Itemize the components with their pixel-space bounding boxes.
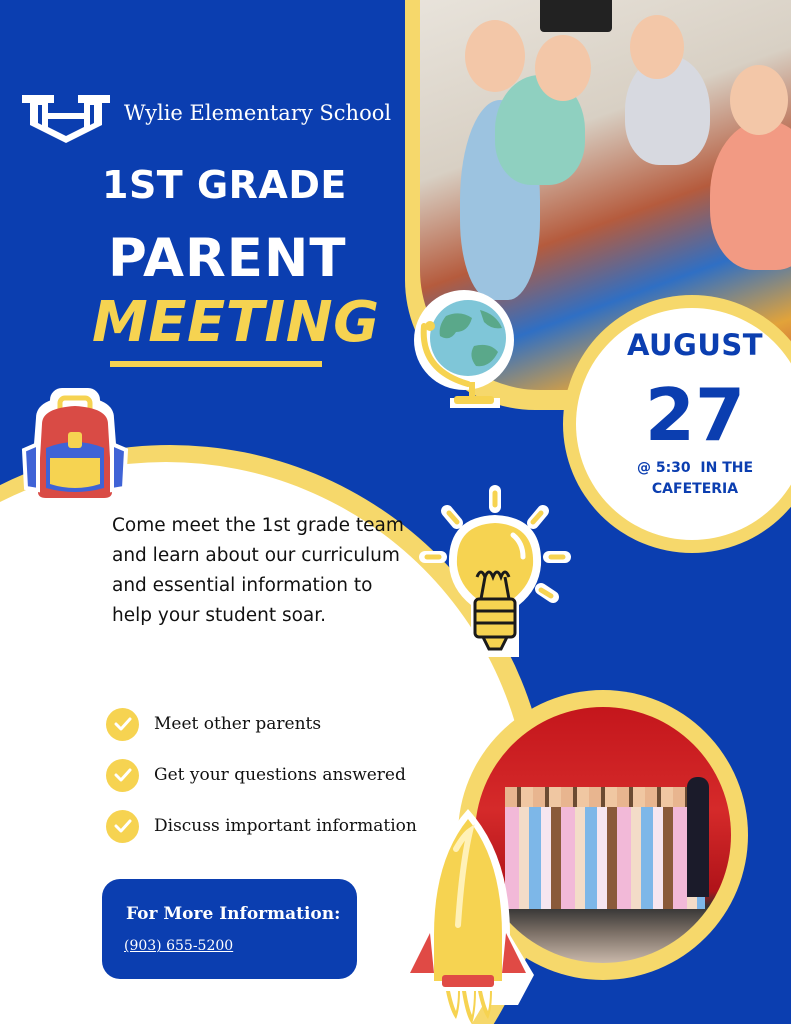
- event-day: 27: [644, 373, 746, 457]
- title-grade: 1ST GRADE: [102, 163, 347, 207]
- school-name: Wylie Elementary School: [124, 101, 392, 125]
- lightbulb-icon: [415, 485, 575, 670]
- backpack-icon: [16, 388, 134, 510]
- event-time: @ 5:30 IN THE: [636, 460, 754, 476]
- rocket-icon: [398, 805, 538, 1024]
- checklist-item-label: Meet other parents: [154, 714, 322, 734]
- globe-icon: [410, 286, 520, 412]
- checklist-item-label: Get your questions answered: [154, 765, 406, 785]
- checklist-item: [106, 808, 417, 844]
- title-parent: PARENT: [108, 228, 347, 289]
- title-meeting: MEETING: [92, 290, 380, 355]
- checklist-item: [106, 757, 406, 793]
- intro-text: Come meet the 1st grade team and learn about our curriculum and essential information to help your student soar.: [112, 515, 404, 626]
- event-location: CAFETERIA: [651, 481, 739, 497]
- event-time-location: [605, 458, 785, 500]
- checklist-item-label: Discuss important information: [154, 816, 417, 836]
- event-month: AUGUST: [626, 328, 764, 362]
- check-icon: [106, 759, 139, 792]
- checklist-item: [106, 706, 321, 742]
- contact-title: For More Information:: [126, 904, 341, 924]
- check-icon: [106, 708, 139, 741]
- contact-box: [102, 879, 357, 979]
- check-icon: [106, 810, 139, 843]
- school-logo-icon: [20, 93, 112, 145]
- title-underline: [110, 361, 322, 367]
- contact-phone-link[interactable]: (903) 655-5200: [124, 938, 234, 954]
